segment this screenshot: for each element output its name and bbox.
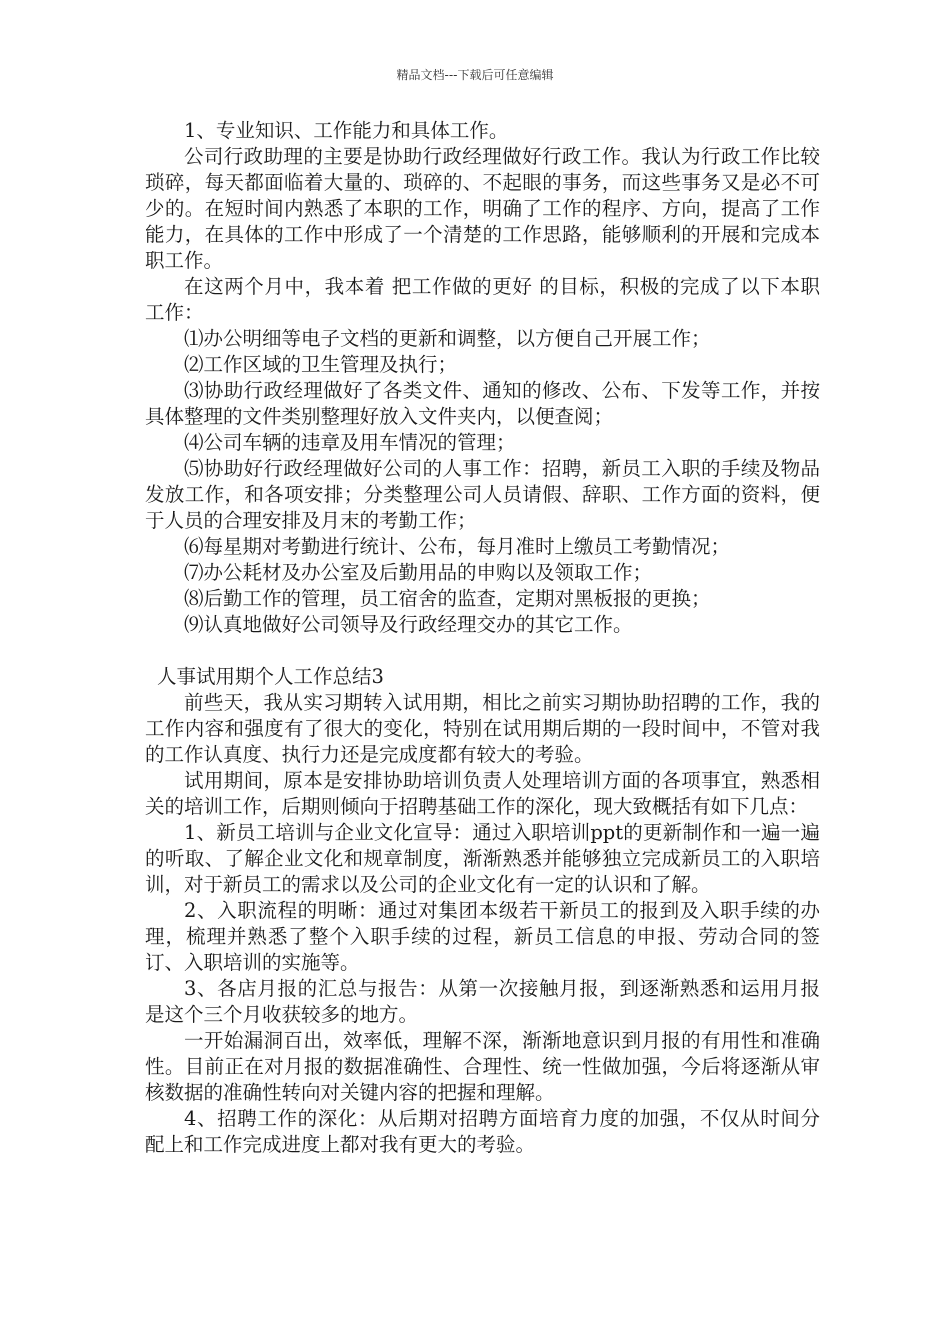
list-item: ⑶协助行政经理做好了各类文件、通知的修改、公布、下发等工作，并按具体整理的文件类别整理好放入文件夹内，以便查阅； [145, 379, 820, 428]
list-item: ⑻后勤工作的管理，员工宿舍的监查，定期对黑板报的更换； [184, 587, 711, 610]
list-item: ⑵工作区域的卫生管理及执行； [184, 353, 458, 376]
paragraph: 在这两个月中，我本着 把工作做的更好 的目标，积极的完成了以下本职工作： [145, 275, 820, 324]
list-item: ⑼认真地做好公司领导及行政经理交办的其它工作。 [184, 613, 633, 636]
list-item: ⑴办公明细等电子文档的更新和调整，以方便自己开展工作； [184, 327, 711, 350]
paragraph: 1、新员工培训与企业文化宣导：通过入职培训ppt的更新制作和一遍一遍的听取、了解企业文化和规章制度，渐渐熟悉并能够独立完成新员工的入职培训，对于新员工的需求以及公司的企业文化有一定的认识和了解。 [145, 821, 820, 896]
document-body [145, 118, 820, 1158]
section-heading: 人事试用期个人工作总结3 [157, 665, 384, 688]
paragraph: 2、入职流程的明晰：通过对集团本级若干新员工的报到及入职手续的办理，梳理并熟悉了整个入职手续的过程，新员工信息的申报、劳动合同的签订、入职培训的实施等。 [145, 899, 820, 974]
paragraph: 公司行政助理的主要是协助行政经理做好行政工作。我认为行政工作比较琐碎，每天都面临着大量的、琐碎的、不起眼的事务，而这些事务又是必不可少的。在短时间内熟悉了本职的工作，明确了工作的程序、方向，提高了工作能力，在具体的工作中形成了一个清楚的工作思路，能够顺利的开展和完成本职工作。 [145, 145, 820, 272]
list-item: ⑸协助好行政经理做好公司的人事工作：招聘，新员工入职的手续及物品发放工作，和各项安排；分类整理公司人员请假、辞职、工作方面的资料，便于人员的合理安排及月末的考勤工作； [145, 457, 820, 532]
paragraph: 一开始漏洞百出，效率低，理解不深，渐渐地意识到月报的有用性和准确性。目前正在对月报的数据准确性、合理性、统一性做加强，今后将逐渐从审核数据的准确性转向对关键内容的把握和理解。 [145, 1029, 820, 1104]
paragraph: 4、招聘工作的深化：从后期对招聘方面培育力度的加强，不仅从时间分配上和工作完成进度上都对我有更大的考验。 [145, 1107, 820, 1156]
paragraph: 试用期间，原本是安排协助培训负责人处理培训方面的各项事宜，熟悉相关的培训工作，后期则倾向于招聘基础工作的深化，现大致概括有如下几点： [145, 769, 820, 818]
paragraph: 1、专业知识、工作能力和具体工作。 [184, 119, 509, 142]
page-header: 精品文档---下载后可任意编辑 [396, 68, 554, 82]
list-item: ⑷公司车辆的违章及用车情况的管理； [184, 431, 516, 454]
list-item: ⑺办公耗材及办公室及后勤用品的申购以及领取工作； [184, 561, 653, 584]
paragraph: 3、各店月报的汇总与报告：从第一次接触月报，到逐渐熟悉和运用月报是这个三个月收获较多的地方。 [145, 977, 820, 1026]
list-item: ⑹每星期对考勤进行统计、公布，每月准时上缴员工考勤情况； [184, 535, 731, 558]
paragraph: 前些天，我从实习期转入试用期，相比之前实习期协助招聘的工作，我的工作内容和强度有了很大的变化，特别在试用期后期的一段时间中，不管对我的工作认真度、执行力还是完成度都有较大的考验。 [145, 691, 820, 766]
